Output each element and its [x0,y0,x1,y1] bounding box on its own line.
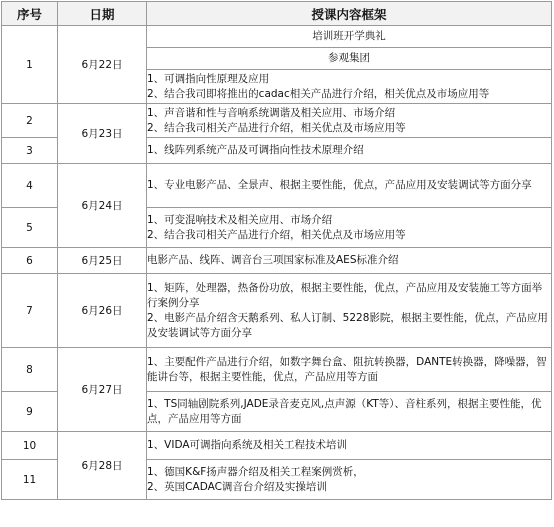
row-content [147,274,552,348]
content-line: 1、德国K&F扬声器介绍及相关工程案例赏析， [147,465,364,478]
header-content: 授课内容框架 [147,2,552,26]
row-number: 6 [2,248,58,274]
row-content [147,138,552,164]
row-content [147,392,552,432]
row-content [147,432,552,460]
content-line: 2、英国CADAC调音台介绍及实操培训 [147,480,327,493]
row-number: 1 [2,26,58,104]
row-number: 3 [2,138,58,164]
row-content [147,248,552,274]
content-line: 电影产品、线阵、调音台三项国家标准及AES标准介绍 [147,254,399,266]
header-num: 序号 [2,2,58,26]
table-row [2,164,552,208]
row-content [147,26,552,48]
content-line: 1、主要配件产品进行介绍，如数字舞台盒、阻抗转换器，DANTE转换器，降噪器，智能讲台等，根据主要性能，优点，产品应用等方面 [147,355,547,383]
table-header-row [2,2,552,26]
content-line: 1、专业电影产品、全景声、根据主要性能，优点，产品应用及安装调试等方面分享 [147,179,532,191]
row-date: 6月27日 [58,348,147,432]
content-line: 2、电影产品介绍含天鹅系列、私人订制、5228影院，根据主要性能，优点，产品应用及安装调试等方面分享 [147,311,548,339]
table-row [2,348,552,392]
content-line: 2、结合我司即将推出的cadac相关产品进行介绍，相关优点及市场应用等 [147,87,490,100]
row-date: 6月22日 [58,26,147,104]
content-line: 2、结合我司相关产品进行介绍，相关优点及市场应用等 [147,121,406,134]
header-date: 日期 [58,2,147,26]
row-date: 6月26日 [58,274,147,348]
table-row [2,104,552,138]
row-content [147,208,552,248]
content-line: 1、矩阵，处理器，热备份功放，根据主要性能，优点，产品应用及安装施工等方面举行案例分享 [147,281,543,309]
row-date: 6月28日 [58,432,147,500]
row-content [147,104,552,138]
row-number: 2 [2,104,58,138]
content-line: 1、VIDA可调指向系统及相关工程技术培训 [147,439,348,451]
row-number: 7 [2,274,58,348]
content-line: 培训班开学典礼 [312,30,386,42]
course-schedule-table [1,1,552,500]
content-line: 1、可变混响技术及相关应用、市场介绍 [147,213,333,226]
row-number: 5 [2,208,58,248]
table-row [2,432,552,460]
row-number: 9 [2,392,58,432]
row-content [147,70,552,104]
row-content [147,460,552,500]
row-content [147,164,552,208]
table-row [2,274,552,348]
content-line: 1、声音谐和性与音响系统调谐及相关应用、市场介绍 [147,106,396,119]
row-date: 6月24日 [58,164,147,248]
content-line: 参观集团 [328,52,370,64]
row-date: 6月23日 [58,104,147,164]
row-number: 8 [2,348,58,392]
table-row [2,26,552,48]
row-content [147,348,552,392]
table-row [2,248,552,274]
content-line: 2、结合我司相关产品进行介绍，相关优点及市场应用等 [147,228,406,241]
row-content [147,48,552,70]
row-number: 4 [2,164,58,208]
content-line: 1、TS同轴剧院系列,JADE录音麦克风,点声源（KT等）、音柱系列，根据主要性能，优点，产品应用等方面 [147,397,542,425]
row-date: 6月25日 [58,248,147,274]
row-number: 10 [2,432,58,460]
content-line: 1、可调指向性原理及应用 [147,72,270,85]
row-number: 11 [2,460,58,500]
content-line: 1、线阵列系统产品及可调指向性技术原理介绍 [147,144,364,156]
schedule-table-container [1,1,552,500]
